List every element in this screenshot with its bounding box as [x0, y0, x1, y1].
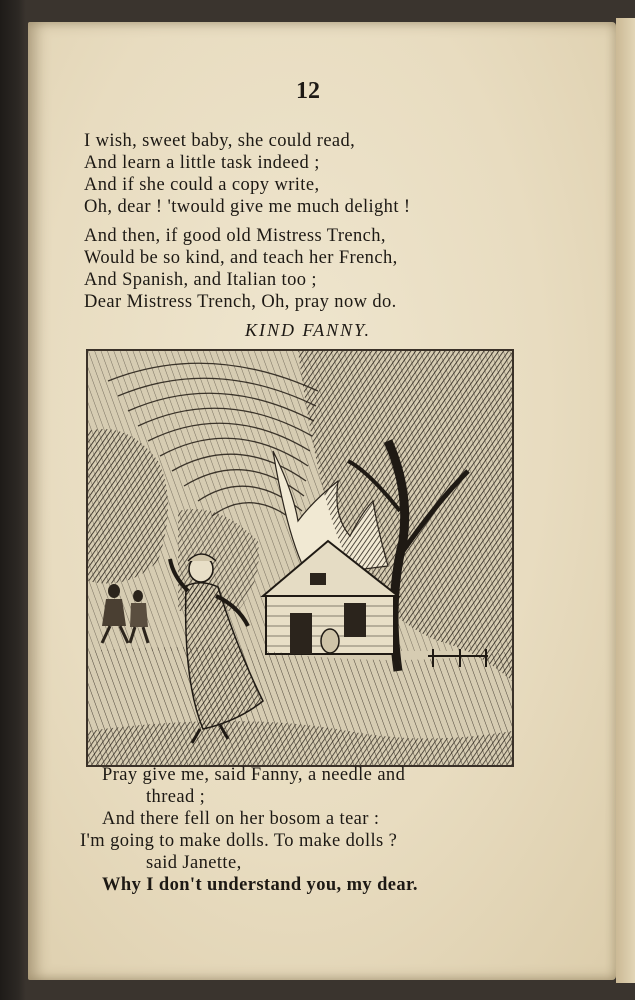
stanza-2 [84, 225, 398, 313]
burning-cottage-woodcut [88, 351, 512, 765]
book-page [28, 22, 616, 980]
verse-line: Oh, dear ! 'twould give me much delight ! [84, 197, 411, 217]
verse-line: thread ; [146, 787, 206, 807]
woodcut-illustration [86, 349, 514, 767]
verse-line: I'm going to make dolls. To make dolls ? [80, 831, 398, 851]
verse-line: And learn a little task indeed ; [84, 153, 320, 173]
verse-line: said Janette, [146, 853, 242, 873]
verse-line: I wish, sweet baby, she could read, [84, 131, 356, 151]
verse-line: Why I don't understand you, my dear. [102, 875, 418, 895]
verse-line: Dear Mistress Trench, Oh, pray now do. [84, 292, 397, 312]
verse-line: Would be so kind, and teach her French, [84, 248, 398, 268]
next-page-edge [616, 18, 635, 983]
verse-line: Pray give me, said Fanny, a needle and [102, 765, 406, 785]
stanza-3 [80, 764, 418, 896]
verse-line: And there fell on her bosom a tear : [102, 809, 380, 829]
stanza-1 [84, 130, 410, 218]
page-number: 12 [296, 78, 320, 104]
section-title: KIND FANNY. [244, 320, 372, 340]
verse-line: And Spanish, and Italian too ; [84, 270, 317, 290]
verse-line: And then, if good old Mistress Trench, [84, 226, 386, 246]
verse-line: And if she could a copy write, [84, 175, 320, 195]
